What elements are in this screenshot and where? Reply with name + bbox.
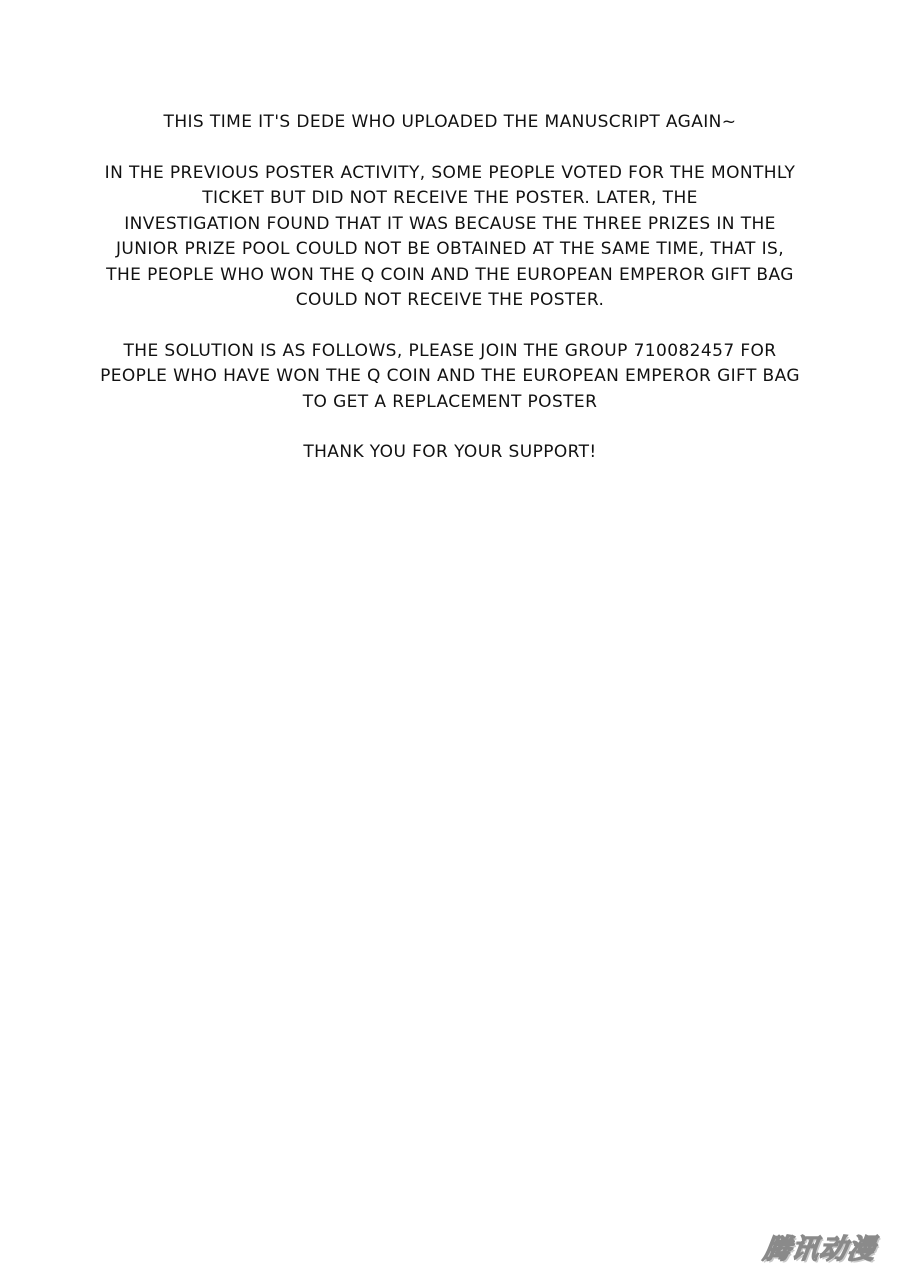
announcement-text [60,110,840,491]
tencent-comics-watermark [748,1228,892,1264]
text-line: IN THE PREVIOUS POSTER ACTIVITY, SOME PEOPLE VOTED FOR THE MONTHLY [104,162,796,183]
text-line: INVESTIGATION FOUND THAT IT WAS BECAUSE THE THREE PRIZES IN THE [124,213,776,234]
text-line: TO GET A REPLACEMENT POSTER [302,391,598,412]
paragraph-upload-note [60,110,840,136]
text-line: THIS TIME IT'S DEDE WHO UPLOADED THE MANUSCRIPT AGAIN~ [163,112,737,132]
text-line: COULD NOT RECEIVE THE POSTER. [295,290,605,310]
text-line: THE PEOPLE WHO WON THE Q COIN AND THE EUROPEAN EMPEROR GIFT BAG [106,264,794,285]
text-line: THANK YOU FOR YOUR SUPPORT! [303,442,597,462]
paragraph-solution [60,339,840,416]
text-line: PEOPLE WHO HAVE WON THE Q COIN AND THE EUROPEAN EMPEROR GIFT BAG [100,366,800,386]
paragraph-poster-issue [60,161,840,314]
text-line: JUNIOR PRIZE POOL COULD NOT BE OBTAINED AT THE SAME TIME, THAT IS, [115,239,785,259]
paragraph-thanks [60,440,840,466]
watermark-text: 腾讯动漫 [761,1233,878,1265]
text-line: TICKET BUT DID NOT RECEIVE THE POSTER. LATER, THE [202,188,698,208]
text-line: THE SOLUTION IS AS FOLLOWS, PLEASE JOIN THE GROUP 710082457 FOR [123,340,777,361]
